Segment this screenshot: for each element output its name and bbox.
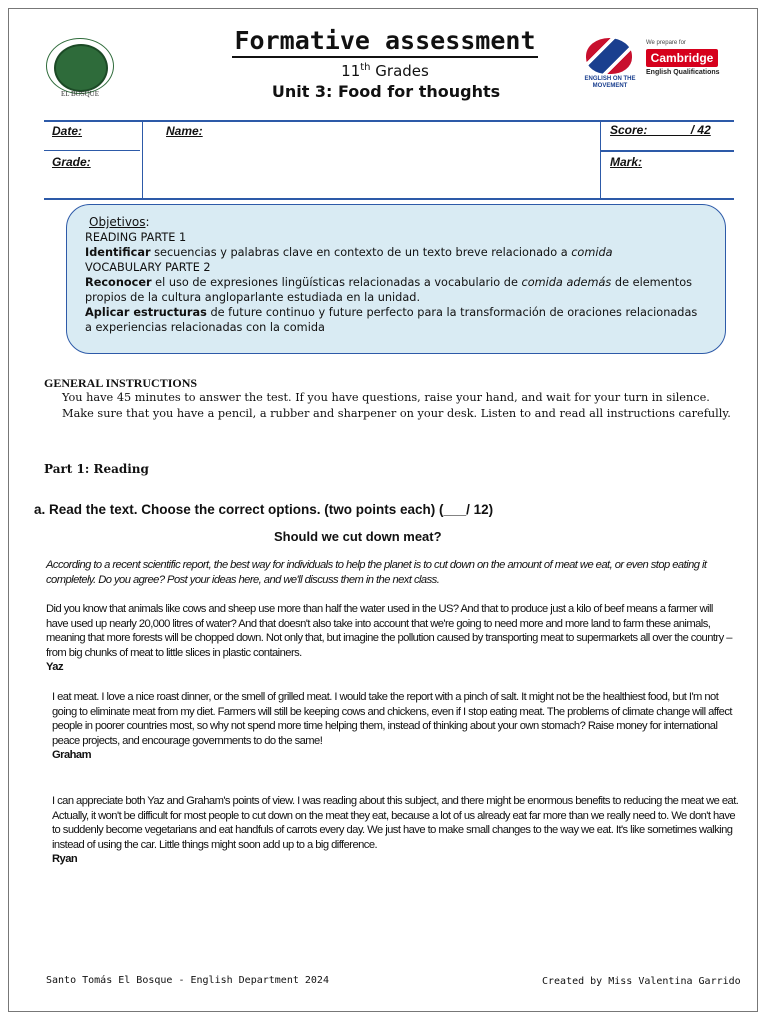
post-graham-author: Graham [52,749,91,762]
grade-level: 11th Grades [341,62,429,80]
unit-title: Unit 3: Food for thoughts [271,82,501,101]
english-movement-logo: ENGLISH ON THE MOVEMENT [582,34,636,90]
school-logo-caption: EL BOSQUE [60,90,100,98]
footer-department: Santo Tomás El Bosque - English Department 2024 [46,975,329,986]
post-ryan-text: I can appreciate both Yaz and Graham's points of view. I was reading about this subject, and there might be enormous benefits to reducing the meat we eat. Actually, it won't be difficult for most people to cut down on the meat they eat, because a lot of us already eat far more than we really need to. We don't have to suddenly become vegetarians and eat handfuls of carrots every day. We just have to make small changes to the way we eat. It's like sometimes walking instead of using the car. Little things might soon add up to a big difference. [52,795,739,851]
vocabulary-part-label: VOCABULARY PARTE 2 [85,261,211,274]
question-a: a. Read the text. Choose the correct options. (two points each) (___/ 12) [34,502,494,517]
school-logo [44,38,120,100]
mark-label: Mark: [610,155,643,169]
name-label: Name: [166,124,203,138]
cambridge-logo: We prepare for Cambridge English Qualifications [646,40,720,76]
post-yaz-text: Did you know that animals like cows and sheep use more than half the water used in the US? And that to produce just a kilo of beef means a farmer will have used up nearly 20,000 litres of water? And that doesn't also take into account that we're going to need more and more land to farm these animals, meaning that more forests will be chopped down. Not only that, but imagine the pollution caused by transporting meat to supermarkets all over the country – from big chunks of meat to little slices in plastic containers. [46,603,732,659]
post-graham [52,690,742,763]
reading-part-label: READING PARTE 1 [85,231,187,244]
score-label: Score:______ / 42 [610,123,711,137]
page-title: Formative assessment [232,26,538,58]
grade-label: Grade: [52,155,91,169]
instructions-heading: GENERAL INSTRUCTIONS [44,376,198,390]
student-info-table [44,120,734,200]
objective-2: Reconocer el uso de expresiones lingüísticas relacionadas a vocabulario de comida además de elementos propios de la cultura angloparlante estudiada en la unidad. [85,276,692,304]
article-title: Should we cut down meat? [274,529,442,544]
post-ryan-author: Ryan [52,853,78,866]
instructions-text: You have 45 minutes to answer the test. If you have questions, raise your hand, and wait for your turn in silence. Make sure that you have a pencil, a rubber and sharpener on your desk. Listen to and read all instructions carefully. [62,391,731,420]
objective-3: Aplicar estructuras de future continuo y future perfecto para la transformación de oraciones relacionadas a experiencias relacionadas con la comida [85,306,698,334]
post-yaz-author: Yaz [46,661,64,674]
objective-1: Identificar secuencias y palabras clave en contexto de un texto breve relacionado a comida [85,246,613,259]
post-ryan [52,794,742,867]
objectives-box [66,204,726,354]
footer-author: Created by Miss Valentina Garrido [542,976,741,987]
post-graham-text: I eat meat. I love a nice roast dinner, or the smell of grilled meat. I would take the report with a pinch of salt. It might not be the healthiest food, but I'm not going to eliminate meat from my diet. Farmers will still be keeping cows and chickens, even if I stop eating meat. The problems of climate change will affect people in poorer countries most, so why not spend more time helping them, instead of thinking about your own stomach? Raise money for international peace projects, and encourage governments to do the same! [52,691,732,747]
date-label: Date: [52,124,83,138]
objectives-heading: Objetivos: [89,215,150,229]
part1-heading: Part 1: Reading [44,462,149,476]
article-intro: According to a recent scientific report, the best way for individuals to help the planet is to cut down on the amount of meat we eat, or even stop eating it completely. Do you agree? Post your ideas here, and we'll discuss them in the next class. [46,559,707,586]
post-yaz [46,602,736,675]
